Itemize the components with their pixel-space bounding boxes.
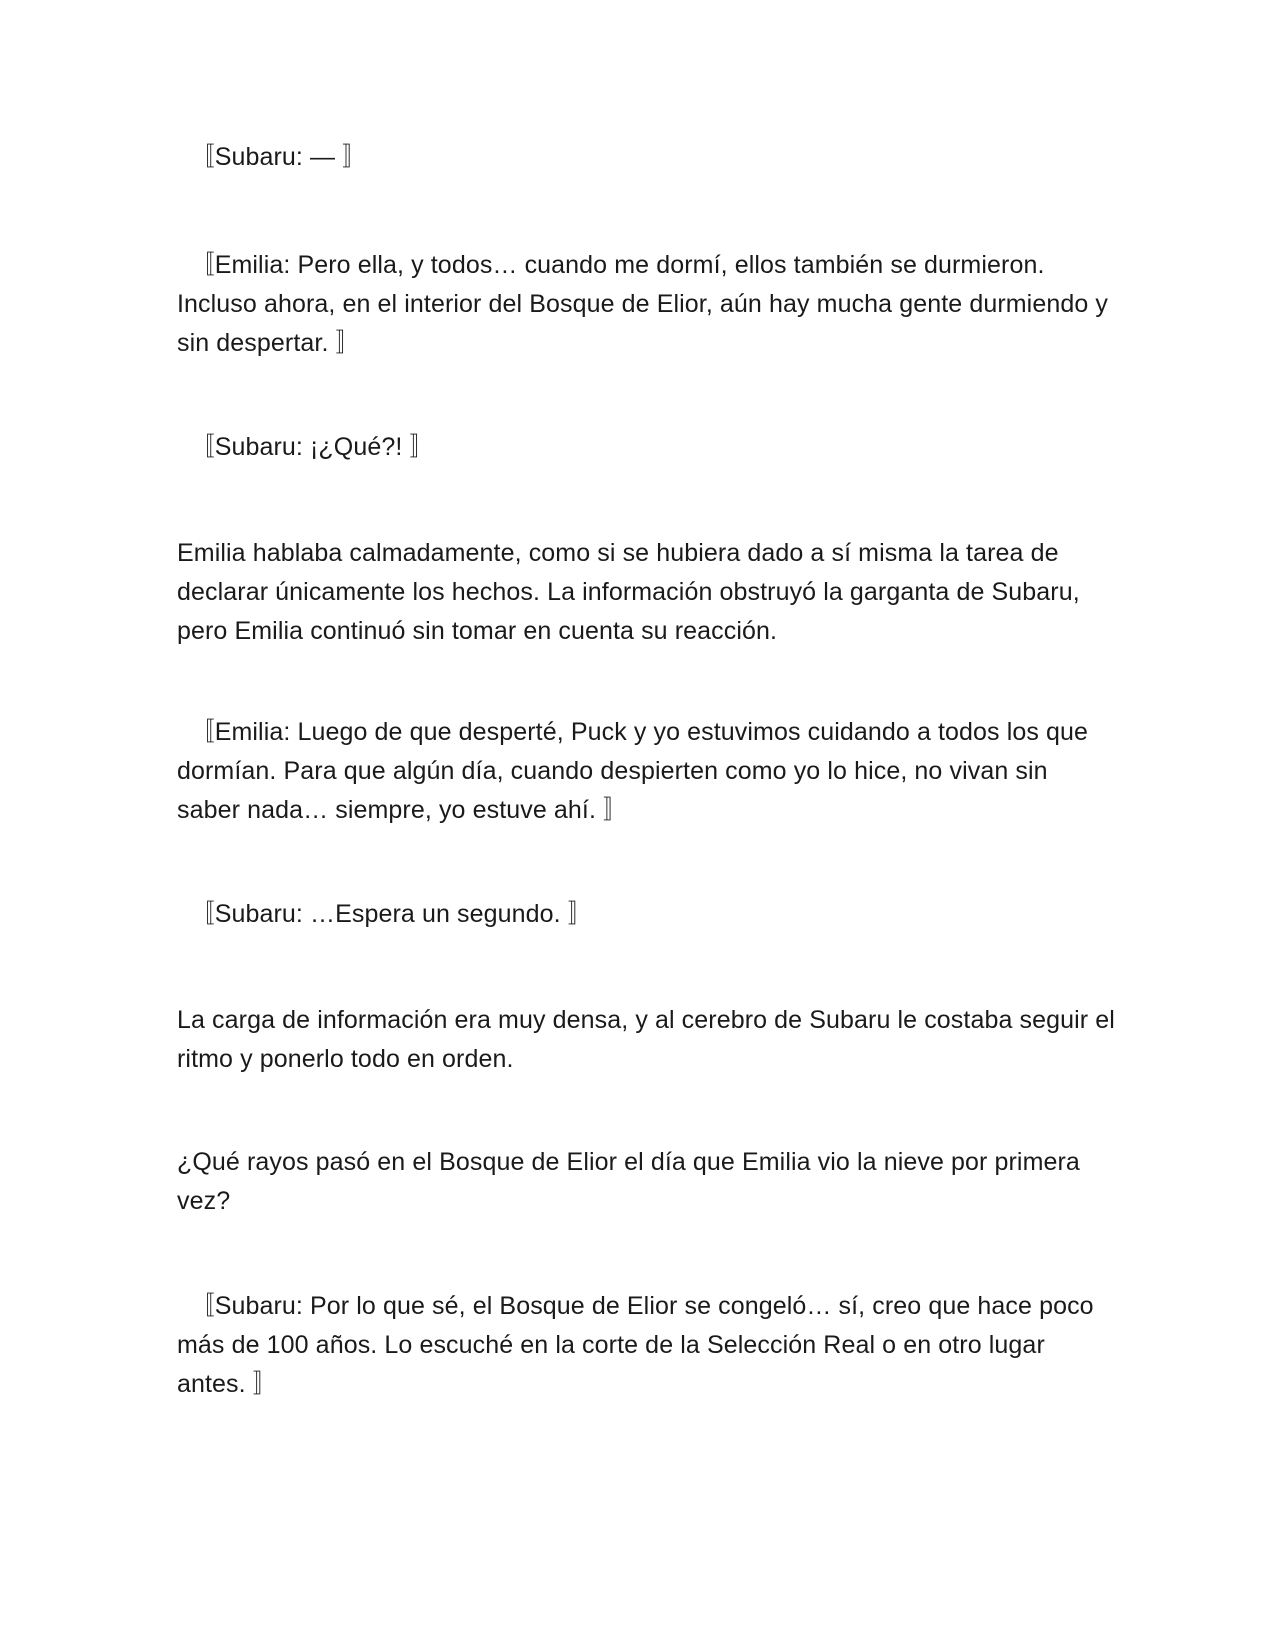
narration-question: ¿Qué rayos pasó en el Bosque de Elior el día que Emilia vio la nieve por primera vez? (177, 1148, 1080, 1215)
dialogue-subaru-wait: 〚Subaru: …Espera un segundo. 〛 (177, 900, 593, 928)
dialogue-emilia-puck: 〚Emilia: Luego de que desperté, Puck y yo estuvimos cuidando a todos los que dormían. Para que algún día, cuando despierten como yo lo hice, no vivan sin saber nada… siempre, yo estuve ahí. 〛 (177, 718, 1089, 824)
dialogue-emilia-sleep: 〚Emilia: Pero ella, y todos… cuando me dormí, ellos también se durmieron. Incluso ahora, en el interior del Bosque de Elior, aún hay mucha gente durmiendo y sin despertar. 〛 (177, 251, 1109, 357)
dialogue-subaru-what: 〚Subaru: ¡¿Qué?! 〛 (177, 433, 435, 461)
narration-information-load: La carga de información era muy densa, y al cerebro de Subaru le costaba seguir el ritmo y ponerlo todo en orden. (177, 1006, 1115, 1073)
narration-emilia-calm: Emilia hablaba calmadamente, como si se hubiera dado a sí misma la tarea de declarar únicamente los hechos. La información obstruyó la garganta de Subaru, pero Emilia continuó sin tomar en cuenta su reacción. (177, 539, 1080, 645)
dialogue-subaru-dash: 〚Subaru: — 〛 (177, 143, 368, 171)
dialogue-subaru-forest-froze: 〚Subaru: Por lo que sé, el Bosque de Elior se congeló… sí, creo que hace poco más de 100 años. Lo escuché en la corte de la Selección Real o en otro lugar antes. 〛 (177, 1292, 1094, 1398)
